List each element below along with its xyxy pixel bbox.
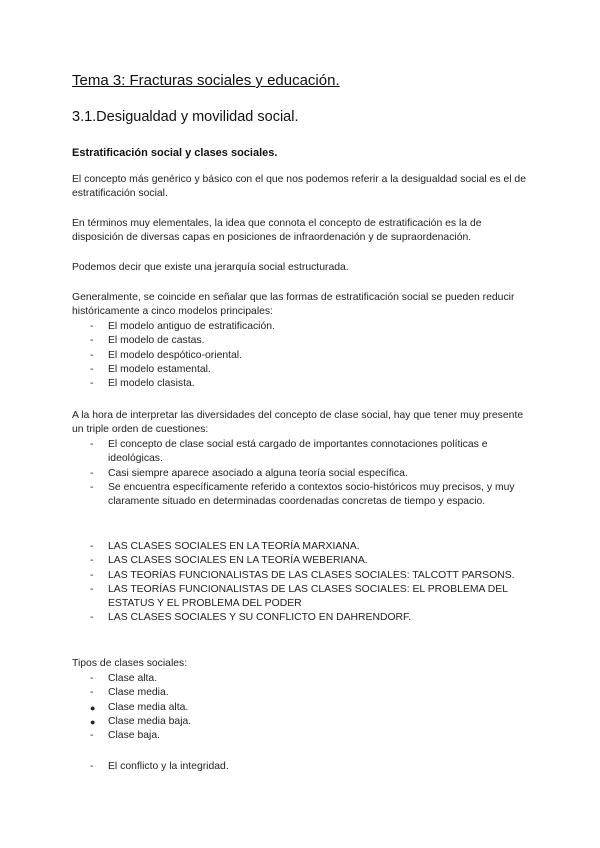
document-title: Tema 3: Fracturas sociales y educación. [72,72,340,89]
list-item-text: LAS CLASES SOCIALES Y SU CONFLICTO EN DAHRENDORF. [108,612,412,624]
list-item [72,583,528,612]
dash-marker: - [90,481,94,493]
class-types-list [72,672,528,743]
list-item [72,611,528,625]
list-item-text: LAS CLASES SOCIALES EN LA TEORÍA MARXIANA. [108,541,360,552]
list-item [72,334,528,348]
list-item [72,554,528,568]
list-item-text: El modelo de castas. [108,335,205,347]
list-item [72,540,528,554]
list-item-text: Se encuentra específicamente referido a contextos socio-históricos muy precisos, y muy claramente situado en determinadas coordenadas concretas de tiempo y espacio. [108,481,515,508]
list-item-text: LAS CLASES SOCIALES EN LA TEORÍA WEBERIANA. [108,555,368,567]
paragraph-stratification-definition: En términos muy elementales, la idea que connota el concepto de estratificación es la de disposición de diversas capas en posiciones de infraordenación y de supraordenación. [72,218,482,244]
dash-marker: - [90,541,94,552]
dash-marker: - [90,363,94,375]
list-item-text: Casi siempre aparece asociado a alguna teoría social específica. [108,467,408,479]
paragraph-class-concept-intro: A la hora de interpretar las diversidades del concepto de clase social, hay que tener muy presente un triple orden de cuestiones: [72,410,524,436]
dash-marker: - [90,583,94,595]
list-item [72,701,528,715]
list-item [72,729,528,743]
dash-marker: - [90,349,94,361]
dash-marker: - [90,687,94,699]
bullet-marker: ● [90,716,96,727]
dash-marker: - [90,321,94,332]
list-item-text: LAS TEORÍAS FUNCIONALISTAS DE LAS CLASES SOCIALES: EL PROBLEMA DEL ESTATUS Y EL PROBLEMA DEL PODER [108,583,508,610]
dash-marker: - [90,439,94,450]
paragraph-models-intro: Generalmente, se coincide en señalar que las formas de estratificación social se pueden reducir históricamente a cinco modelos principales: [72,292,515,318]
list-item [72,686,528,700]
list-item-text: El modelo estamental. [108,363,211,375]
subsection-heading: Estratificación social y clases sociales. [72,147,278,159]
list-item [72,363,528,377]
list-item-text: El modelo antiguo de estratificación. [108,321,275,332]
list-item-text: Clase baja. [108,730,160,742]
dash-marker: - [90,730,94,742]
dash-marker: - [90,555,94,567]
list-item [72,569,528,583]
dash-marker: - [90,612,94,624]
list-item [72,672,528,686]
final-list [72,760,528,774]
list-item [72,349,528,363]
list-item-text: Clase media baja. [108,715,192,727]
list-item [72,481,528,510]
list-item-text: Clase alta. [108,673,158,684]
list-item-text: El concepto de clase social está cargado de importantes connotaciones políticas e ideológicas. [108,439,488,465]
paragraph-hierarchy: Podemos decir que existe una jerarquía social estructurada. [72,262,349,273]
list-item-text: Clase media. [108,687,169,699]
section-heading: 3.1.Desigualdad y movilidad social. [72,109,299,125]
bullet-marker: ● [90,702,96,713]
list-item-text: LAS TEORÍAS FUNCIONALISTAS DE LAS CLASES SOCIALES: TALCOTT PARSONS. [108,569,515,581]
theories-list [72,540,528,626]
dash-marker: - [90,569,94,581]
list-item [72,377,528,391]
dash-marker: - [90,467,94,479]
list-item-text: Clase media alta. [108,701,189,713]
models-list [72,320,528,391]
dash-marker: - [90,378,94,390]
list-item-text: El modelo clasista. [108,378,195,390]
list-item-text: El conflicto y la integridad. [108,761,229,772]
dash-marker: - [90,673,94,684]
list-item [72,438,528,467]
dash-marker: - [90,761,94,772]
list-item [72,467,528,481]
list-item [72,715,528,729]
list-item [72,320,528,334]
list-item [72,760,528,774]
paragraph-class-types-intro: Tipos de clases sociales: [72,658,188,669]
paragraph-stratification-concept: El concepto más genérico y básico con el que nos podemos referir a la desigualdad social es el de estratificación social. [72,174,526,200]
questions-list [72,438,528,509]
list-item-text: El modelo despótico-oriental. [108,349,242,361]
dash-marker: - [90,335,94,347]
